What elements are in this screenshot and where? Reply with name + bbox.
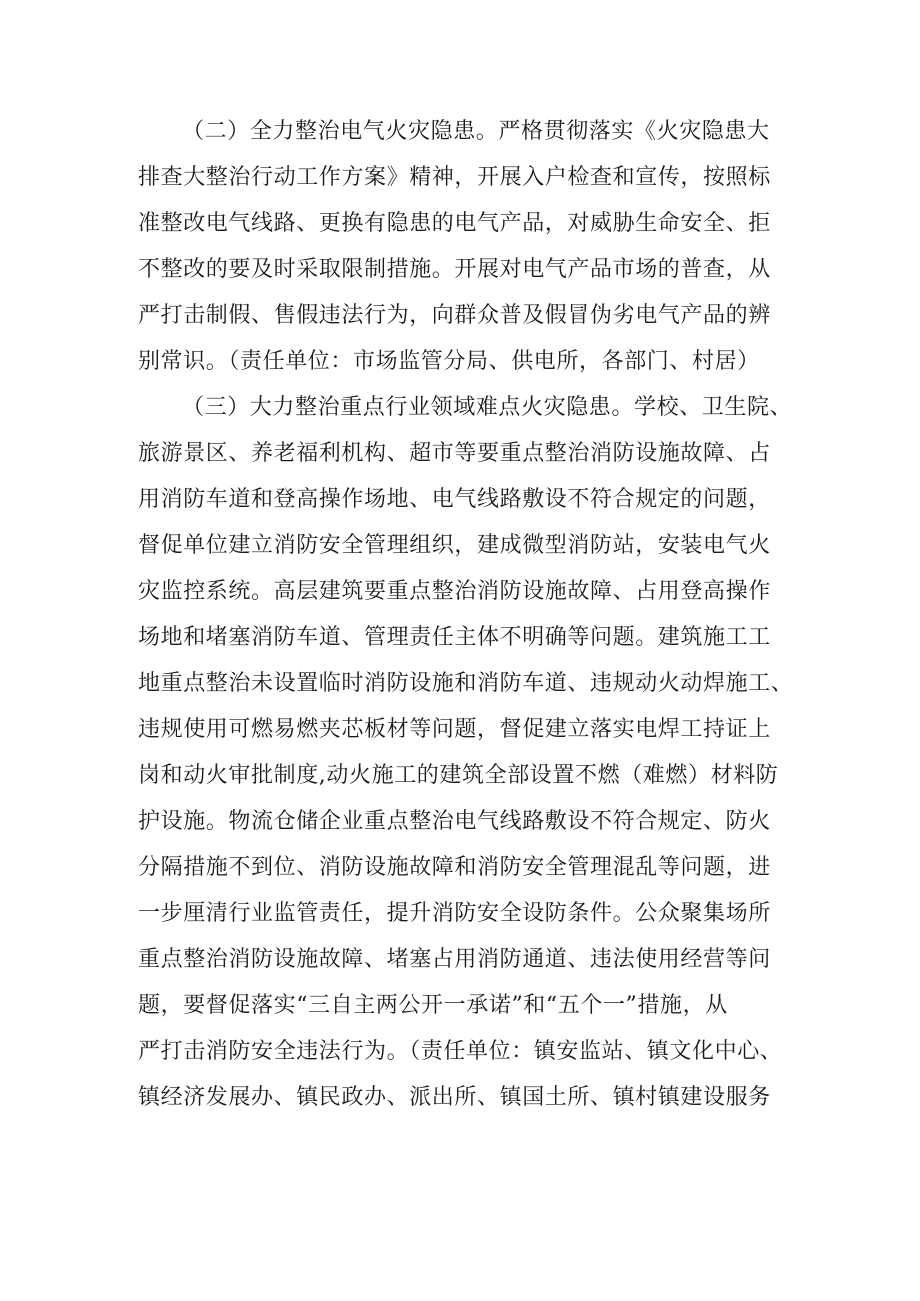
text-line: 镇经济发展办、镇民政办、派出所、镇国土所、镇村镇建设服务 bbox=[138, 1085, 771, 1110]
text-line: 不整改的要及时采取限制措施。开展对电气产品市场的普查，从 bbox=[138, 257, 771, 282]
text-line: 别常识。（责任单位：市场监管分局、供电所，各部门、村居） bbox=[138, 349, 760, 374]
text-line: 排查大整治行动工作方案》精神，开展入户检查和宣传，按照标 bbox=[138, 165, 771, 190]
text-line: 分隔措施不到位、消防设施故障和消防安全管理混乱等问题，进 bbox=[138, 855, 771, 880]
text-line: （三）大力整治重点行业领域难点火灾隐患。学校、卫生院、 bbox=[182, 395, 793, 420]
text-line: 护设施。物流仓储企业重点整治电气线路敷设不符合规定、防火 bbox=[138, 809, 771, 834]
text-line: 灾监控系统。高层建筑要重点整治消防设施故障、占用登高操作 bbox=[138, 579, 771, 604]
text-line: 督促单位建立消防安全管理组织，建成微型消防站，安装电气火 bbox=[138, 533, 771, 558]
text-line: 题，要督促落实“三自主两公开一承诺”和“五个一”措施，从 bbox=[138, 993, 728, 1018]
text-line: 岗和动火审批制度,动火施工的建筑全部设置不燃（难燃）材料防 bbox=[138, 763, 779, 788]
text-line: 违规使用可燃易燃夹芯板材等问题，督促建立落实电焊工持证上 bbox=[138, 717, 771, 742]
text-line: 旅游景区、养老福利机构、超市等要重点整治消防设施故障、占 bbox=[138, 441, 771, 466]
text-line: 用消防车道和登高操作场地、电气线路敷设不符合规定的问题， bbox=[138, 487, 771, 512]
text-line: 准整改电气线路、更换有隐患的电气产品，对威胁生命安全、拒 bbox=[138, 211, 771, 236]
text-line: 严打击消防安全违法行为。（责任单位：镇安监站、镇文化中心、 bbox=[138, 1039, 783, 1064]
text-line: 严打击制假、售假违法行为，向群众普及假冒伪劣电气产品的辨 bbox=[138, 303, 771, 328]
text-line: 场地和堵塞消防车道、管理责任主体不明确等问题。建筑施工工 bbox=[138, 625, 771, 650]
text-line: 一步厘清行业监管责任，提升消防安全设防条件。公众聚集场所 bbox=[138, 901, 771, 926]
text-line: （二）全力整治电气火灾隐患。严格贯彻落实《火灾隐患大 bbox=[182, 119, 770, 144]
text-line: 地重点整治未设置临时消防设施和消防车道、违规动火动焊施工、 bbox=[138, 671, 794, 696]
text-line: 重点整治消防设施故障、堵塞占用消防通道、违法使用经营等问 bbox=[138, 947, 771, 972]
